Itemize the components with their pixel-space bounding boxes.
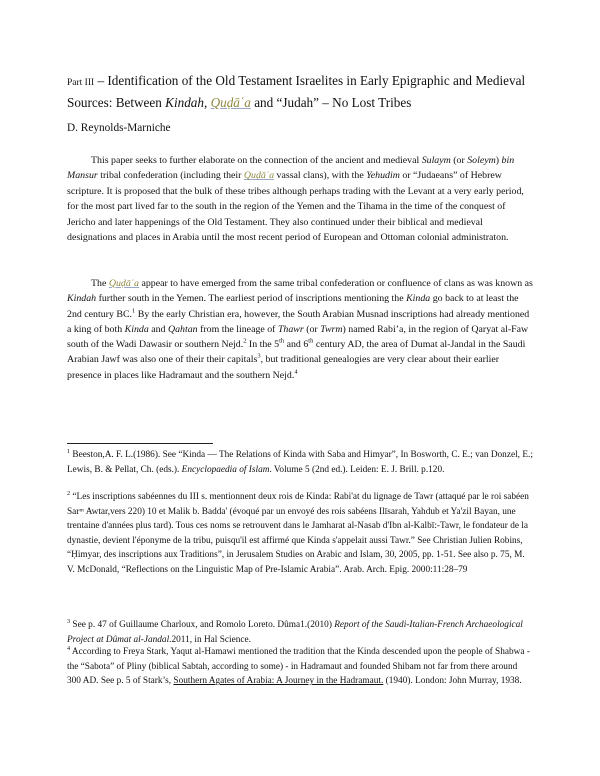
footnote-ref-3[interactable]: 3 [257, 353, 261, 361]
title-text-b: and “Judah” – No Lost Tribes [250, 95, 412, 110]
p2-text: from the lineage of [197, 323, 278, 335]
p1-text: ) [495, 155, 502, 166]
ordinal-suffix: th [308, 337, 314, 345]
footnote-number: 3 [67, 617, 71, 625]
paper-title [67, 71, 537, 112]
footnote-text: Beeston,A. F. L.(1986). See “Kinda — The Relations of Kinda with Saba and Himyar”, In Bosworth, C. E.; van Donzel, E.; Lewis, B. & Pellat, Ch. (eds.). [67, 450, 533, 475]
ordinal-suffix: th [279, 337, 285, 345]
footnote-book-link[interactable]: Southern Agates of Arabia: A Journey in the Hadramaut. [173, 676, 384, 687]
p2-kinda: Kinda [124, 323, 149, 335]
footnote-cited-title: Report of the Saudi-Italian-French Archaeological Project at Dûmat al-Jandal [67, 620, 523, 645]
p2-text: By the early Christian era, however, the South Arabian Musnad inscriptions had already mentioned a king of both [67, 308, 530, 335]
p2-text: further south in the Yemen. The earliest period of inscriptions mentioning the [96, 293, 407, 305]
p1-soleym: Soleym [467, 155, 496, 166]
p1-text: (or [450, 155, 468, 166]
p2-text: The [91, 278, 109, 289]
footnote-number: 1 [67, 447, 71, 455]
p2-text: and [148, 323, 168, 335]
title-text-a: – Identification of the Old Testament Israelites in Early Epigraphic and Medieval Sources: Between [67, 73, 526, 110]
p1-text: This paper seeks to further elaborate on the connection of the ancient and medieval [91, 155, 422, 166]
footnote-text: “Les inscriptions sabéennes du III s. mentionnent deux rois de Kinda: Rabi'at du lignage de Tawr (attaqué par le roi sabéen Sarᵐ Awtar,vers 220) 10 et Malik b. Badda' (évoqué par un envoyé des rois sabéens Ilīsarah, Yahdub et Ya'zil Bayan, une trentaine d'années plus tard). Tous ces noms se retrouvent dans le Jamharat al-Nasab d'Ibn al-Kalbī:-Tawr, le fondateur de la dynastie, devient l'éponyme de la tribu, puisqu'il est affirmé que Kinda s'appelait aussi Tawr.” See Christian Julien Robins, “Ḥimyar, des inscriptions aux Traditions”, in Jerusalem Studies on Arabic and Islam, 30, 2005, pp. 1-51. See also p. 75, M. V. McDonald, “Reflections on the Linguistic Map of Pre-Islamic Arabia”. Arab. Arch. Epig. 2000:11:28–79 [67, 492, 529, 575]
p1-qudaa-link[interactable]: Quḍāʿa [243, 170, 275, 182]
title-part-label: Part III [67, 78, 95, 88]
p1-sulaym: Sulaym [421, 155, 451, 166]
p1-bin-mansur: bin Mansur [67, 155, 515, 182]
p1-text: tribal confederation (including their [97, 170, 244, 182]
p2-text: appear to have emerged from the same tribal confederation or confluence of clans as was known as [139, 278, 533, 289]
footnote-number: 2 [67, 489, 71, 497]
footnote-3 [67, 618, 533, 647]
paragraph-2 [67, 276, 533, 383]
p2-text: and 6 [284, 339, 309, 351]
footnote-text: . Volume 5 (2nd ed.). Leiden: E. J. Brill. p.120. [269, 464, 445, 475]
footnote-ref-4[interactable]: 4 [294, 368, 298, 376]
p2-kindah: Kindah [67, 293, 97, 305]
author-name: D. Reynolds-Marniche [67, 122, 171, 134]
p2-text: , but traditional genealogies are very clear about their earlier presence in places like Hadramaut and the southern Nejd. [67, 354, 500, 381]
p2-qahtan: Qahtan [167, 323, 198, 335]
title-sep: , [204, 95, 211, 110]
footnote-4 [67, 645, 533, 689]
p2-qudaa-link[interactable]: Quḍāʿa [108, 278, 139, 289]
title-qudaa-link[interactable]: Quḍāʿa [210, 95, 251, 110]
footnote-ref-1[interactable]: 1 [132, 307, 136, 315]
p2-kinda: Kinda [406, 293, 431, 305]
footnote-text: According to Freya Stark, Yaqut al-Hamawi mentioned the tradition that the Kinda descended upon the people of Shabwa - the “Sabota” of Pliny (biblical Sabtah, according to some) - in Hadramaut and founded Shibam not far from there around 300 AD. See p. 5 of Stark’s, [67, 647, 530, 687]
p2-text: (or [303, 323, 321, 335]
p2-text: go back to at least the 2nd century BC. [67, 293, 519, 320]
footnote-number: 4 [67, 644, 71, 652]
p1-text: or “Judaeans” of Hebrew scripture. It is proposed that the bulk of these tribes although perhaps trading with the Levant at a very early period, for the most part lived far to the south in the region of the Yemen and the Tihama in the time of the conquest of Jericho and later happenings of the Old Testament. They also continued under their biblical and medieval designations and places in Arabia until the most recent period of European and Ottoman colonial administraton. [67, 170, 524, 244]
p2-text: ) named Rabi’a, in the region of Qaryat al-Faw south of the Wadi Dawasir or southern Nejd. [67, 323, 529, 351]
p2-text: century AD, the area of Dumat al-Jandal in the Saudi Arabian Jawf was also one of their their capitals [67, 339, 526, 366]
footnote-text: See p. 47 of Guillaume Charloux, and Romolo Loreto. Dûma1.(2010) [70, 620, 335, 630]
p1-yehudim: Yehudim [366, 170, 400, 182]
footnote-cited-title: Encyclopaedia of Islam [181, 464, 270, 475]
paragraph-1 [67, 153, 533, 245]
title-kindah: Kindah [165, 95, 204, 110]
p2-thawr: Thawr [277, 323, 304, 335]
p2-text: In the 5 [246, 339, 280, 351]
footnote-ref-2[interactable]: 2 [243, 337, 247, 345]
footnote-text: .2011, in Hal Science. [169, 634, 251, 645]
footnote-2 [67, 490, 533, 578]
footnote-1 [67, 448, 533, 477]
footnote-divider [67, 443, 213, 444]
p2-twrm: Twrm [320, 323, 343, 335]
footnote-text: (1940). London: John Murray, 1938. [383, 676, 522, 687]
p1-text: vassal clans), with the [274, 170, 367, 182]
